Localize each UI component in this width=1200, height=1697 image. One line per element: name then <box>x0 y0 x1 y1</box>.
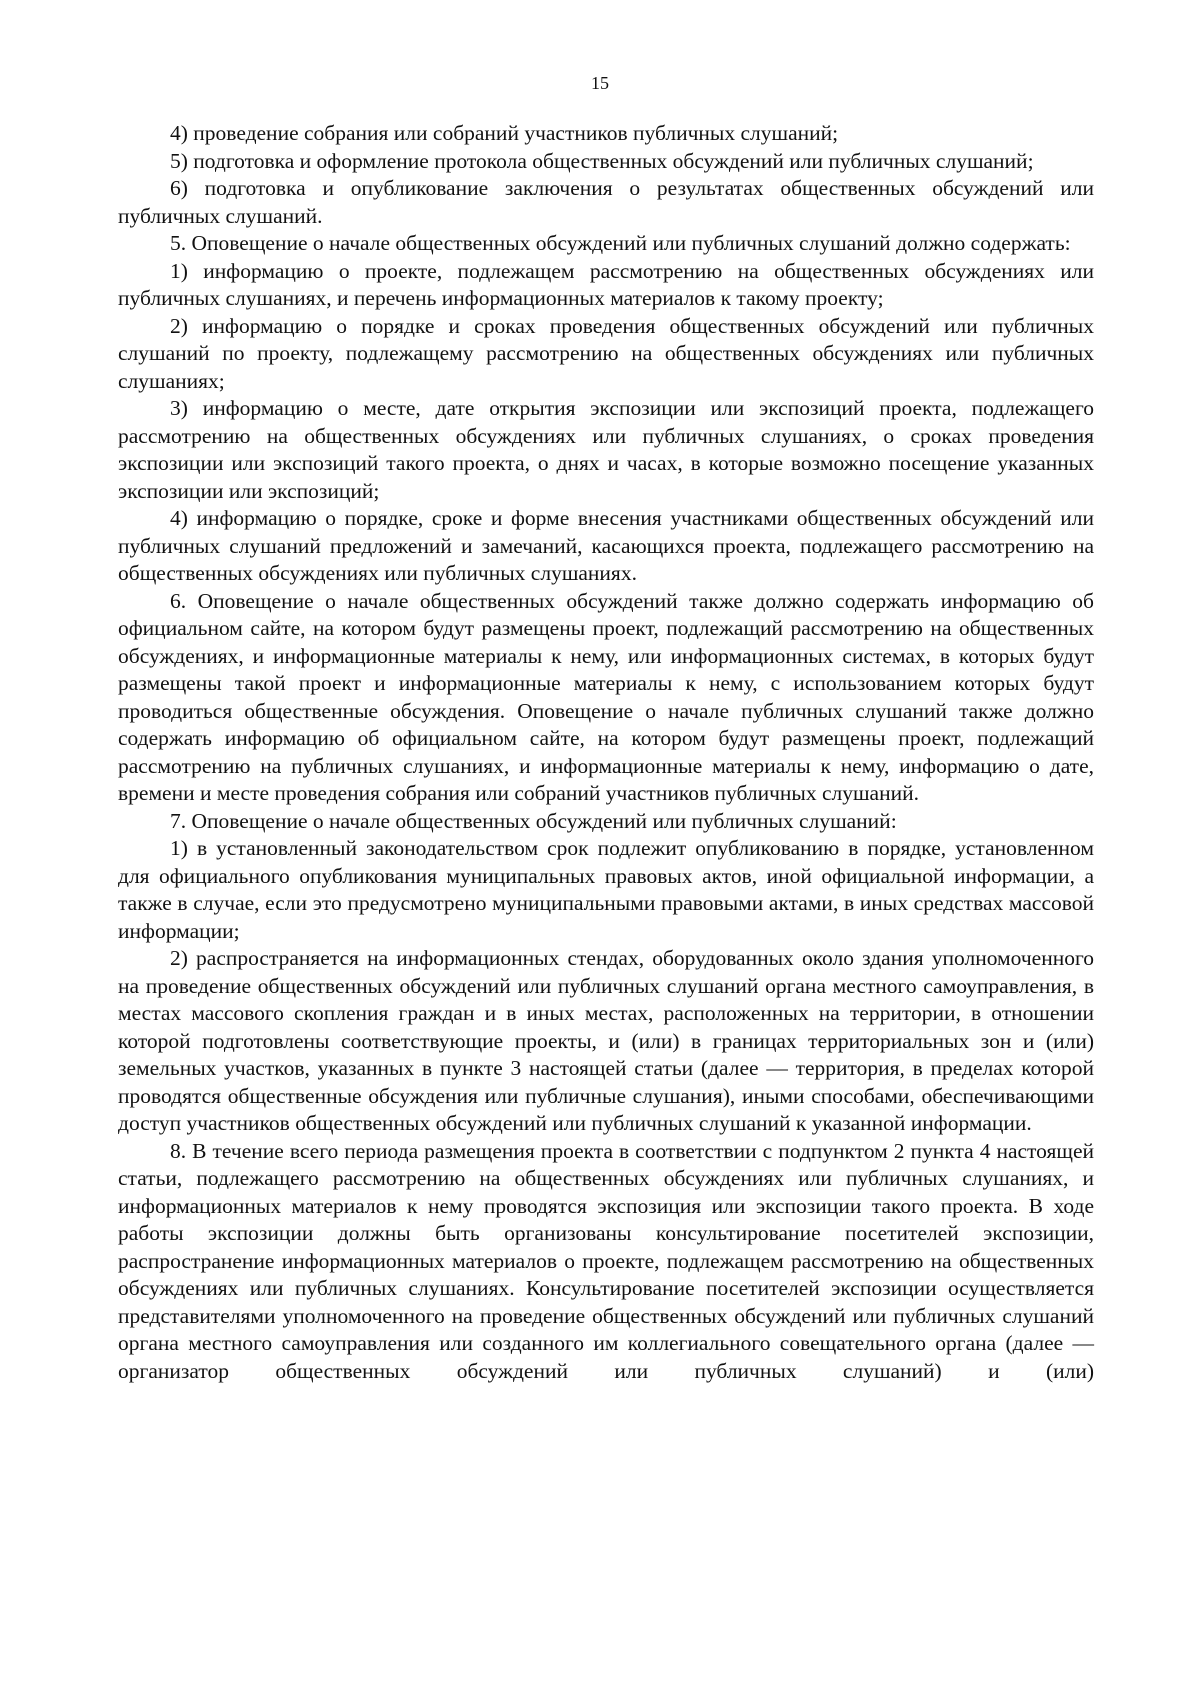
paragraph: 5. Оповещение о начале общественных обсуждений или публичных слушаний должно содержать: <box>170 231 1071 255</box>
paragraph: 6. Оповещение о начале общественных обсуждений также должно содержать информацию об официальном сайте, на котором будут размещены проект, подлежащий рассмотрению на общественных обсуждениях, и информационные материалы к нему, или информационных системах, в которых будут размещены такой проект и информационные материалы к нему, с использованием которых будут проводиться общественные обсуждения. Оповещение о начале публичных слушаний также должно содержать информацию об официальном сайте, на котором будут размещены проект, подлежащий рассмотрению на публичных слушаниях, и информационные материалы к нему, информацию о дате, времени и месте проведения собрания или собраний участников публичных слушаний. <box>118 588 1094 805</box>
paragraph: 1) в установленный законодательством срок подлежит опубликованию в порядке, установленном для официального опубликования муниципальных правовых актов, иной официальной информации, а также в случае, если это предусмотрено муниципальными правовыми актами, в иных средствах массовой информации; <box>118 836 1094 943</box>
paragraph: 6) подготовка и опубликование заключения о результатах общественных обсуждений или публичных слушаний. <box>118 176 1094 228</box>
paragraph: 4) проведение собрания или собраний участников публичных слушаний; <box>170 121 839 145</box>
paragraph: 1) информацию о проекте, подлежащем рассмотрению на общественных обсуждениях или публичных слушаниях, и перечень информационных материалов к такому проекту; <box>118 258 1094 310</box>
paragraph: 3) информацию о месте, дате открытия экспозиции или экспозиций проекта, подлежащего рассмотрению на общественных обсуждениях или публичных слушаниях, о сроках проведения экспозиции или экспозиций такого проекта, о днях и часах, в которые возможно посещение указанных экспозиции или экспозиций; <box>118 396 1094 503</box>
paragraph: 2) распространяется на информационных стендах, оборудованных около здания уполномоченного на проведение общественных обсуждений или публичных слушаний органа местного самоуправления, в местах массового скопления граждан и в иных местах, расположенных на территории, в отношении которой подготовлены соответствующие проекты, и (или) в границах территориальных зон и (или) земельных участков, указанных в пункте 3 настоящей статьи (далее — территория, в пределах которой проводятся общественные обсуждения или публичные слушания), иными способами, обеспечивающими доступ участников общественных обсуждений или публичных слушаний к указанной информации. <box>118 946 1094 1135</box>
paragraph: 4) информацию о порядке, сроке и форме внесения участниками общественных обсуждений или публичных слушаний предложений и замечаний, касающихся проекта, подлежащего рассмотрению на общественных обсуждениях или публичных слушаниях. <box>118 506 1094 585</box>
paragraph: 5) подготовка и оформление протокола общественных обсуждений или публичных слушаний; <box>170 148 1034 173</box>
paragraph: 2) информацию о порядке и сроках проведения общественных обсуждений или публичных слушаний по проекту, подлежащему рассмотрению на общественных обсуждениях или публичных слушаниях; <box>118 313 1094 393</box>
paragraph: 7. Оповещение о начале общественных обсуждений или публичных слушаний: <box>170 808 897 833</box>
document-body <box>118 120 1094 1385</box>
paragraph: 8. В течение всего периода размещения проекта в соответствии с подпунктом 2 пункта 4 настоящей статьи, подлежащего рассмотрению на общественных обсуждениях или публичных слушаниях, и информационных материалов к нему проводятся экспозиция или экспозиции такого проекта. В ходе работы экспозиции должны быть организованы консультирование посетителей экспозиции, распространение информационных материалов о проекте, подлежащем рассмотрению на общественных обсуждениях или публичных слушаниях. Консультирование посетителей экспозиции осуществляется представителями уполномоченного на проведение общественных обсуждений или публичных слушаний органа местного самоуправления или созданного им коллегиального совещательного органа (далее — организатор общественных обсуждений или публичных слушаний) и (или) <box>118 1138 1094 1383</box>
page-number: 15 <box>591 73 609 93</box>
